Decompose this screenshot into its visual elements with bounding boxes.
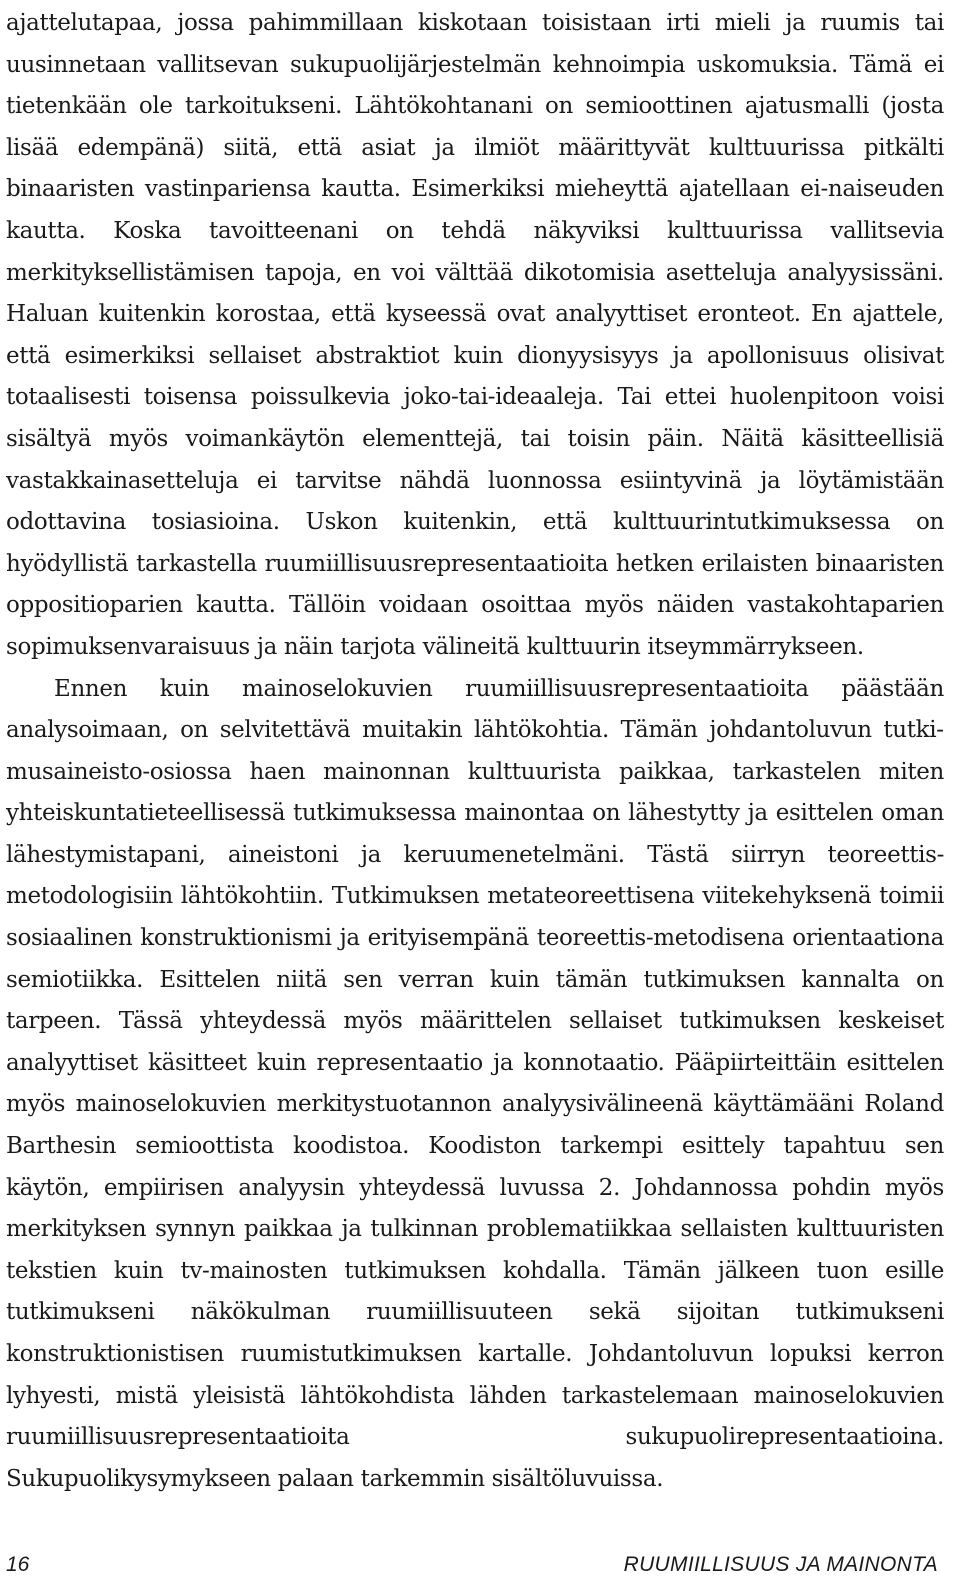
paragraph-1: ajattelutapaa, jossa pahimmillaan kiskotaan toisistaan irti mieli ja ruumis tai uusinnetaan vallitsevan sukupuolijärjestelmän kehnoimpia uskomuksia. Tämä ei tietenkään ole tarkoitukseni. Lähtökohtanani on semioottinen ajatusmalli (josta lisää edempänä) siitä, että asiat ja ilmiöt määrittyvät kulttuurissa pitkälti binaaristen vastinpariensa kautta. Esimerkiksi mieheyttä ajatellaan ei-naiseuden kautta. Koska tavoitteenani on tehdä näkyviksi kulttuurissa vallitsevia merkityksellistämisen tapoja, en voi välttää dikotomisia asetteluja analyysissäni. Haluan kuitenkin korostaa, että kyseessä ovat analyyttiset eronteot. En ajattele, että esimerkiksi sellaiset abstraktiot kuin dionyysisyys ja apollonisuus olisivat totaalisesti toisensa poissulkevia joko-tai-ideaaleja. Tai ettei huolenpitoon voisi sisältyä myös voimankäytön elementtejä, tai toisin päin. Näitä käsitteellisiä vastakkainasetteluja ei tarvitse nähdä luonnossa esiintyvinä ja löytämistään odottavina tosiasioina. Uskon kuitenkin, että kulttuurintutkimuksessa on hyödyllistä tarkastella ruumiillisuusrepresentaatioita hetken erilaisten binaaristen oppositioparien kautta. Tällöin voidaan osoittaa myös näiden vastakohtaparien sopimuksenvaraisuus ja näin tarjota välineitä kulttuurin itseymmärrykseen.	[6, 10, 944, 660]
paragraph-2: Ennen kuin mainoselokuvien ruumiillisuusrepresentaatioita päästään analysoimaan, on selvitettävä muitakin lähtökohtia. Tämän johdantoluvun tutkimusaineisto-osiossa haen mainonnan kulttuurista paikkaa, tarkastelen miten yhteiskuntatieteellisessä tutkimuksessa mainontaa on lähestytty ja esittelen oman lähestymistapani, aineistoni ja keruumenetelmäni. Tästä siirryn teoreettis-metodologisiin lähtökohtiin. Tutkimuksen metateoreettisena viitekehyksenä toimii sosiaalinen konstruktionismi ja erityisempänä teoreettis-metodisena orientaationa semiotiikka. Esittelen niitä sen verran kuin tämän tutkimuksen kannalta on tarpeen. Tässä yhteydessä myös määrittelen sellaiset tutkimuksen keskeiset analyyttiset käsitteet kuin representaatio ja konnotaatio. Pääpiirteittäin esittelen myös mainoselokuvien merkitystuotannon analyysivälineenä käyttämääni Roland Barthesin semioottista koodistoa. Koodiston tarkempi esittely tapahtuu sen käytön, empiirisen analyysin yhteydessä luvussa 2. Johdannossa pohdin myös merkityksen synnyn paikkaa ja tulkinnan problematiikkaa sellaisten kulttuuristen tekstien kuin tv-mainosten tutkimuksen kohdalla. Tämän jälkeen tuon esille tutkimukseni näkökulman ruumiillisuuteen sekä sijoitan tutkimukseni konstruktionistisen ruumistutkimuksen kartalle. Johdantoluvun lopuksi kerron lyhyesti, mistä yleisistä lähtökohdista lähden tarkastelemaan mainoselokuvien ruumiillisuusrepresentaatioita sukupuolirepresentaatioina. Sukupuolikysymykseen palaan tarkemmin sisältöluvuissa.	[6, 675, 944, 1492]
running-title: RUUMIILLISUUS JA MAINONTA	[623, 1553, 938, 1576]
body-text	[6, 3, 944, 1500]
page-number: 16	[6, 1553, 30, 1576]
page-footer	[6, 1550, 938, 1580]
